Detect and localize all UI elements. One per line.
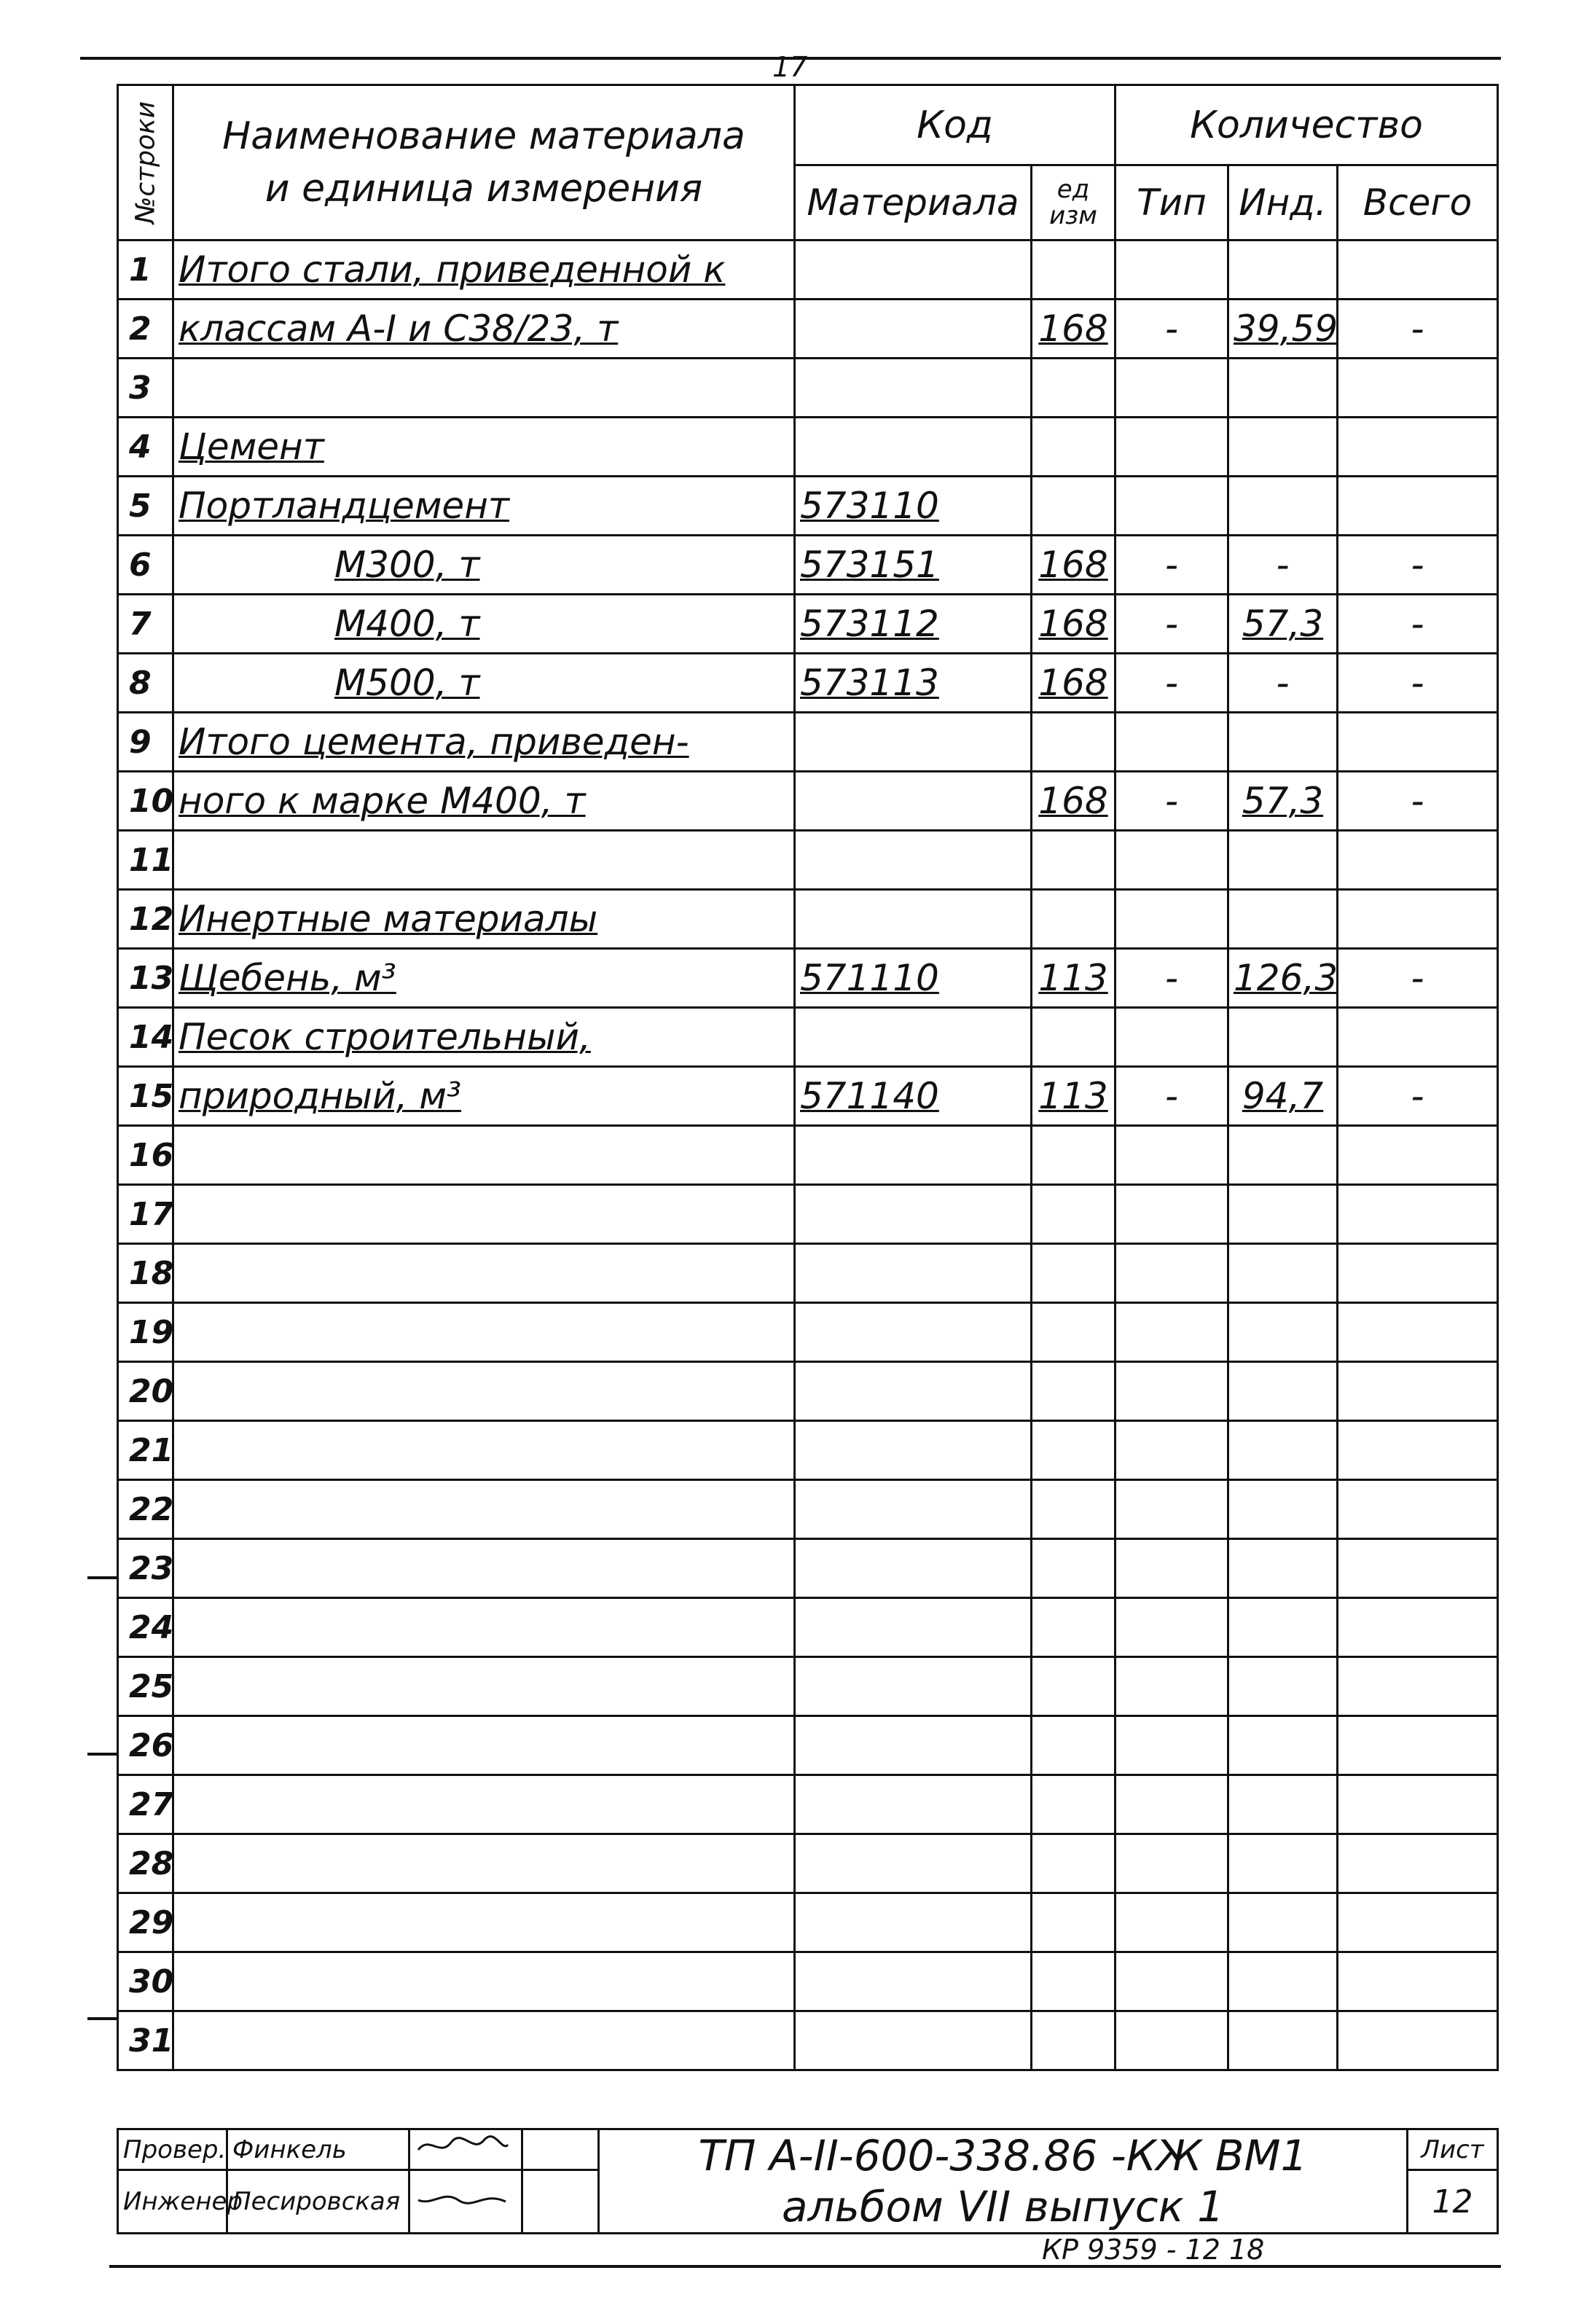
qty-ind: - [1228,654,1338,713]
qty-total: - [1338,654,1498,713]
sheet-label: Лист [1408,2129,1498,2170]
qty-ind: 57,3 [1228,595,1338,654]
material-code: 573151 [795,536,1032,595]
qty-ind: 94,7 [1228,1067,1338,1126]
table-row [118,595,1498,654]
qty-total [1338,1126,1498,1185]
table-row [118,2011,1498,2070]
qty-total: - [1338,300,1498,359]
qty-total [1338,1303,1498,1362]
table-row [118,1185,1498,1244]
material-name: Щебень, м³ [173,949,795,1008]
table-row [118,1598,1498,1657]
stamp-role-checked: Провер. [118,2129,227,2170]
qty-type: - [1115,654,1228,713]
material-code [795,359,1032,418]
qty-ind [1228,1952,1338,2011]
table-row [118,1421,1498,1480]
qty-total [1338,1244,1498,1303]
material-code [795,713,1032,772]
material-code [795,418,1032,477]
unit-code [1032,890,1115,949]
material-name [173,1480,795,1539]
unit-code [1032,1480,1115,1539]
qty-ind [1228,1126,1338,1185]
stamp-name-checked: Финкель [227,2129,409,2170]
qty-ind [1228,240,1338,300]
unit-code [1032,2011,1115,2070]
table-row [118,1480,1498,1539]
row-number: 26 [118,1716,173,1775]
material-code [795,300,1032,359]
row-number: 11 [118,831,173,890]
row-number: 16 [118,1126,173,1185]
qty-type [1115,1657,1228,1716]
material-code [795,1716,1032,1775]
qty-ind [1228,359,1338,418]
material-name [173,1421,795,1480]
row-number: 18 [118,1244,173,1303]
row-number: 27 [118,1775,173,1834]
unit-code [1032,1421,1115,1480]
material-name [173,1539,795,1598]
table-row [118,1952,1498,2011]
unit-code [1032,1126,1115,1185]
qty-type [1115,1893,1228,1952]
qty-total [1338,1185,1498,1244]
material-code [795,1303,1032,1362]
material-name [173,1716,795,1775]
header-rownum: №строки [118,85,173,240]
row-number: 5 [118,477,173,536]
row-number: 8 [118,654,173,713]
qty-ind [1228,1480,1338,1539]
unit-code [1032,1185,1115,1244]
unit-code [1032,418,1115,477]
material-name [173,1244,795,1303]
qty-type [1115,1952,1228,2011]
qty-ind: 39,59 [1228,300,1338,359]
table-row [118,772,1498,831]
material-name [173,1126,795,1185]
qty-type: - [1115,536,1228,595]
row-number: 9 [118,713,173,772]
qty-total: - [1338,536,1498,595]
row-number: 22 [118,1480,173,1539]
specification-table [117,84,1499,2071]
row-number: 29 [118,1893,173,1952]
qty-ind [1228,1303,1338,1362]
unit-code [1032,1952,1115,2011]
unit-code: 113 [1032,1067,1115,1126]
material-code [795,1244,1032,1303]
unit-code [1032,1598,1115,1657]
material-code [795,1362,1032,1421]
margin-tick [87,2017,117,2020]
material-code [795,890,1032,949]
material-name: Итого цемента, приведен- [173,713,795,772]
material-code [795,1539,1032,1598]
qty-total [1338,713,1498,772]
unit-code [1032,713,1115,772]
qty-type [1115,1126,1228,1185]
stamp-role-engineer: Инженер [118,2170,227,2234]
row-number: 17 [118,1185,173,1244]
material-code [795,1421,1032,1480]
header-total: Всего [1338,165,1498,240]
qty-ind [1228,1834,1338,1893]
bottom-rule [109,2265,1501,2268]
unit-code [1032,1657,1115,1716]
table-row [118,890,1498,949]
unit-code [1032,1362,1115,1421]
material-name [173,1598,795,1657]
table-row [118,536,1498,595]
table-row [118,949,1498,1008]
qty-ind [1228,418,1338,477]
material-code [795,1952,1032,2011]
unit-code [1032,359,1115,418]
material-name: природный, м³ [173,1067,795,1126]
qty-type [1115,1185,1228,1244]
material-code [795,1834,1032,1893]
header-code: Код [795,85,1115,165]
qty-total [1338,1834,1498,1893]
qty-ind [1228,890,1338,949]
qty-ind [1228,1657,1338,1716]
qty-total [1338,1657,1498,1716]
table-row [118,831,1498,890]
material-code [795,240,1032,300]
unit-code [1032,1716,1115,1775]
qty-total: - [1338,772,1498,831]
qty-type [1115,1834,1228,1893]
qty-ind [1228,1539,1338,1598]
qty-ind [1228,1598,1338,1657]
material-name: М300, т [173,536,795,595]
material-name [173,2011,795,2070]
row-number: 2 [118,300,173,359]
qty-type [1115,1775,1228,1834]
qty-type [1115,831,1228,890]
material-name [173,1834,795,1893]
header-unit: ед изм [1032,165,1115,240]
table-row [118,240,1498,300]
qty-ind: - [1228,536,1338,595]
qty-total [1338,477,1498,536]
material-name: Портландцемент [173,477,795,536]
table-row [118,1244,1498,1303]
qty-ind [1228,1185,1338,1244]
material-code [795,1480,1032,1539]
unit-code [1032,1893,1115,1952]
qty-ind [1228,1244,1338,1303]
row-number: 14 [118,1008,173,1067]
table-row [118,1126,1498,1185]
qty-type [1115,359,1228,418]
table-row [118,418,1498,477]
material-code: 573110 [795,477,1032,536]
row-number: 19 [118,1303,173,1362]
unit-code: 168 [1032,595,1115,654]
qty-total [1338,2011,1498,2070]
material-code: 571110 [795,949,1032,1008]
material-name [173,1893,795,1952]
qty-type: - [1115,772,1228,831]
table-row [118,1067,1498,1126]
table-row [118,1303,1498,1362]
qty-ind [1228,2011,1338,2070]
qty-total [1338,1421,1498,1480]
material-name [173,1775,795,1834]
qty-total [1338,1008,1498,1067]
table-row [118,1008,1498,1067]
table-row [118,300,1498,359]
header-row-1 [118,85,1498,165]
table-row [118,1775,1498,1834]
qty-total: - [1338,595,1498,654]
qty-total [1338,890,1498,949]
row-number: 31 [118,2011,173,2070]
row-number: 10 [118,772,173,831]
table-row [118,359,1498,418]
material-code: 573113 [795,654,1032,713]
qty-total [1338,1775,1498,1834]
unit-code [1032,1775,1115,1834]
unit-code [1032,1539,1115,1598]
row-number: 7 [118,595,173,654]
material-name: Инертные материалы [173,890,795,949]
document-designation: ТП А-II-600-338.86 -КЖ ВМ1 альбом VII выпуск 1 [599,2129,1408,2234]
stamp-signature-1 [409,2129,522,2170]
unit-code [1032,1008,1115,1067]
qty-type [1115,1362,1228,1421]
qty-total [1338,240,1498,300]
table-row [118,477,1498,536]
stamp-date-2 [522,2170,599,2234]
material-name: М500, т [173,654,795,713]
material-name: Цемент [173,418,795,477]
qty-type [1115,1716,1228,1775]
qty-type [1115,1598,1228,1657]
title-block [117,2128,1499,2234]
qty-total [1338,1362,1498,1421]
unit-code [1032,1244,1115,1303]
qty-type [1115,1539,1228,1598]
signature-scribble [415,2132,509,2161]
qty-total [1338,1480,1498,1539]
qty-ind: 57,3 [1228,772,1338,831]
material-code [795,1126,1032,1185]
material-name: Итого стали, приведенной к [173,240,795,300]
row-number: 12 [118,890,173,949]
qty-ind: 126,3 [1228,949,1338,1008]
header-ind: Инд. [1228,165,1338,240]
qty-ind [1228,1362,1338,1421]
signature-scribble [415,2184,509,2213]
material-code [795,1657,1032,1716]
qty-total [1338,831,1498,890]
material-code [795,772,1032,831]
unit-code: 168 [1032,772,1115,831]
unit-code [1032,1303,1115,1362]
qty-type: - [1115,300,1228,359]
table-row [118,1834,1498,1893]
qty-ind [1228,1775,1338,1834]
table-row [118,713,1498,772]
table-row [118,1716,1498,1775]
qty-type [1115,1480,1228,1539]
row-number: 25 [118,1657,173,1716]
material-name [173,831,795,890]
unit-code: 168 [1032,536,1115,595]
row-number: 4 [118,418,173,477]
unit-code [1032,1834,1115,1893]
row-number: 30 [118,1952,173,2011]
qty-type: - [1115,1067,1228,1126]
material-code [795,2011,1032,2070]
qty-type [1115,1303,1228,1362]
qty-ind [1228,1421,1338,1480]
qty-ind [1228,831,1338,890]
qty-total [1338,1952,1498,2011]
qty-total [1338,1893,1498,1952]
material-name: классам А-I и С38/23, т [173,300,795,359]
table-row [118,1657,1498,1716]
material-name [173,1657,795,1716]
table-row [118,654,1498,713]
qty-total: - [1338,949,1498,1008]
material-name [173,1303,795,1362]
qty-total [1338,418,1498,477]
row-number: 24 [118,1598,173,1657]
stamp-date-1 [522,2129,599,2170]
qty-total: - [1338,1067,1498,1126]
material-code: 571140 [795,1067,1032,1126]
qty-type [1115,418,1228,477]
margin-tick [87,1576,117,1579]
table-row [118,1362,1498,1421]
page-number: 17 [772,51,808,83]
material-name [173,1952,795,2011]
stamp-name-engineer: Песировская [227,2170,409,2234]
row-number: 23 [118,1539,173,1598]
header-quantity: Количество [1115,85,1498,165]
qty-ind [1228,477,1338,536]
material-name [173,359,795,418]
qty-type [1115,713,1228,772]
table-row [118,1893,1498,1952]
qty-type [1115,2011,1228,2070]
row-number: 15 [118,1067,173,1126]
header-material: Материала [795,165,1032,240]
material-code [795,831,1032,890]
qty-total [1338,1716,1498,1775]
row-number: 13 [118,949,173,1008]
row-number: 28 [118,1834,173,1893]
material-name: М400, т [173,595,795,654]
header-type: Тип [1115,165,1228,240]
material-name: Песок строительный, [173,1008,795,1067]
qty-ind [1228,1716,1338,1775]
sheet-number: 12 [1408,2170,1498,2234]
qty-ind [1228,1008,1338,1067]
qty-total [1338,1539,1498,1598]
material-code [795,1598,1032,1657]
table-row [118,1539,1498,1598]
material-name: ного к марке М400, т [173,772,795,831]
unit-code [1032,240,1115,300]
row-number: 20 [118,1362,173,1421]
qty-total [1338,359,1498,418]
qty-type [1115,240,1228,300]
stamp-signature-2 [409,2170,522,2234]
header-name: Наименование материала и единица измерения [173,85,795,240]
qty-type [1115,1421,1228,1480]
unit-code: 168 [1032,300,1115,359]
qty-ind [1228,713,1338,772]
row-number: 6 [118,536,173,595]
margin-tick [87,1753,117,1756]
qty-type [1115,1244,1228,1303]
material-code [795,1185,1032,1244]
row-number: 3 [118,359,173,418]
qty-type: - [1115,949,1228,1008]
unit-code: 168 [1032,654,1115,713]
row-number: 21 [118,1421,173,1480]
row-number: 1 [118,240,173,300]
material-name [173,1185,795,1244]
qty-type [1115,1008,1228,1067]
material-code [795,1893,1032,1952]
material-code [795,1775,1032,1834]
qty-total [1338,1598,1498,1657]
qty-type: - [1115,595,1228,654]
qty-type [1115,890,1228,949]
unit-code [1032,831,1115,890]
unit-code: 113 [1032,949,1115,1008]
material-code: 573112 [795,595,1032,654]
qty-type [1115,477,1228,536]
material-name [173,1362,795,1421]
bottom-archive-code: КР 9359 - 12 18 [1042,2234,1265,2266]
qty-ind [1228,1893,1338,1952]
unit-code [1032,477,1115,536]
material-code [795,1008,1032,1067]
